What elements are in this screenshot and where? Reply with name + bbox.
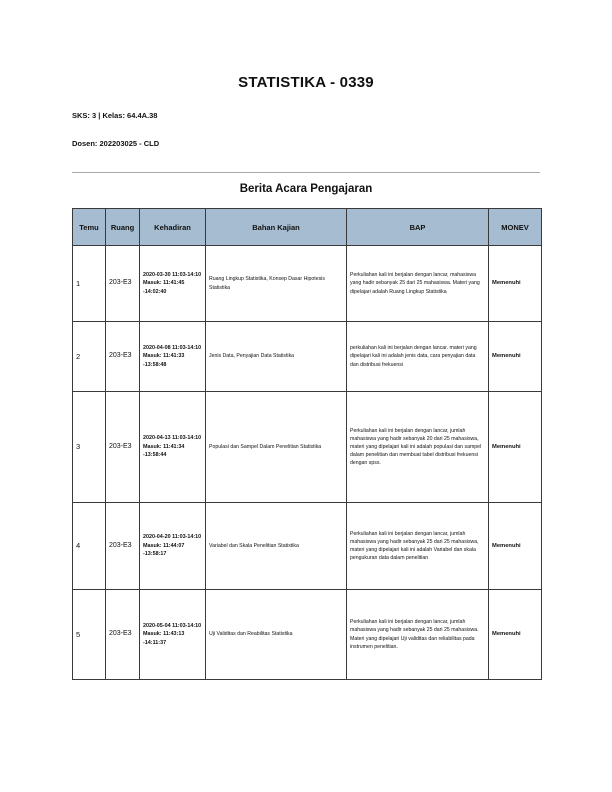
cell-kehadiran: 2020-03-30 11:03-14:10 Masuk: 11:41:45 -14:02:40: [140, 246, 206, 322]
cell-monev: Memenuhi: [489, 392, 542, 503]
header-bahan-kajian: Bahan Kajian: [206, 209, 347, 246]
header-ruang: Ruang: [106, 209, 140, 246]
header-monev: MONEV: [489, 209, 542, 246]
cell-bap: Perkuliahan kali ini berjalan dengan lancar, mahasiswa yang hadir sebanyak 25 dari 25 mahasiswa. Materi yang dipelajari adalah Ruang Lingkup Statistika: [347, 246, 489, 322]
bap-table: [72, 208, 542, 680]
cell-temu: 4: [73, 503, 106, 590]
header-bap: BAP: [347, 209, 489, 246]
table-row: [73, 392, 542, 503]
cell-ruang: 203-E3: [106, 590, 140, 680]
cell-ruang: 203-E3: [106, 392, 140, 503]
cell-monev: Memenuhi: [489, 503, 542, 590]
cell-kehadiran: 2020-04-20 11:03-14:10 Masuk: 11:44:07 -13:58:17: [140, 503, 206, 590]
cell-bap: perkuliahan kali ini berjalan dengan lancar. materi yang dipelajari kali ini adalah jenis data, cara penyajian data dan distribusi frekuensi: [347, 322, 489, 392]
cell-monev: Memenuhi: [489, 322, 542, 392]
cell-ruang: 203-E3: [106, 503, 140, 590]
divider: [72, 172, 540, 173]
table-row: [73, 322, 542, 392]
header-temu: Temu: [73, 209, 106, 246]
table-row: [73, 503, 542, 590]
cell-kehadiran: 2020-04-08 11:03-14:10 Masuk: 11:41:33 -13:58:48: [140, 322, 206, 392]
dosen-line: Dosen: 202203025 - CLD: [72, 139, 160, 148]
cell-monev: Memenuhi: [489, 246, 542, 322]
cell-bahan-kajian: Populasi dan Sampel Dalam Penelitian Statistika: [206, 392, 347, 503]
sks-kelas-line: SKS: 3 | Kelas: 64.4A.38: [72, 111, 158, 120]
cell-monev: Memenuhi: [489, 590, 542, 680]
cell-bap: Perkuliahan kali ini berjalan dengan lancar, jumlah mahasiswa yang hadir sebanyak 20 dari 25 mahasiswa, materi yang dipelajari kali ini adalah populasi dan sampel dalam penelitian dan membuat tabel distribusi frekuensi dengan spss.: [347, 392, 489, 503]
cell-bap: Perkuliahan kali ini berjalan dengan lancar, jumlah mahasiswa yang hadir sebanyak 25 dari 25 mahasiswa. Materi yang dipelajari Uji validitas dan reliabilitas pada instrumen penelitian.: [347, 590, 489, 680]
cell-bahan-kajian: Variabel dan Skala Penelitian Statistika: [206, 503, 347, 590]
cell-ruang: 203-E3: [106, 322, 140, 392]
table-row: [73, 246, 542, 322]
cell-temu: 2: [73, 322, 106, 392]
table-row: [73, 590, 542, 680]
cell-kehadiran: 2020-04-13 11:03-14:10 Masuk: 11:41:34 -13:58:44: [140, 392, 206, 503]
cell-kehadiran: 2020-05-04 11:03-14:10 Masuk: 11:43:13 -14:11:37: [140, 590, 206, 680]
cell-bap: Perkuliahan kali ini berjalan dengan lancar, jumlah mahasiswa yang hadir sebanyak 25 dari 25 mahasiswa, materi yang dipelajari kali ini adalah Variabel dan skala pengukuran data dalam penelitian: [347, 503, 489, 590]
document-title: STATISTIKA - 0339: [238, 74, 374, 91]
cell-temu: 3: [73, 392, 106, 503]
section-title: Berita Acara Pengajaran: [239, 183, 373, 195]
header-kehadiran: Kehadiran: [140, 209, 206, 246]
table-header-row: [73, 209, 542, 246]
cell-temu: 1: [73, 246, 106, 322]
cell-ruang: 203-E3: [106, 246, 140, 322]
cell-bahan-kajian: Uji Validitas dan Reabilitas Statistika: [206, 590, 347, 680]
cell-bahan-kajian: Ruang Lingkup Statistika, Konsep Dasar Hipotesis Statistika: [206, 246, 347, 322]
cell-bahan-kajian: Jenis Data, Penyajian Data Statistika: [206, 322, 347, 392]
cell-temu: 5: [73, 590, 106, 680]
